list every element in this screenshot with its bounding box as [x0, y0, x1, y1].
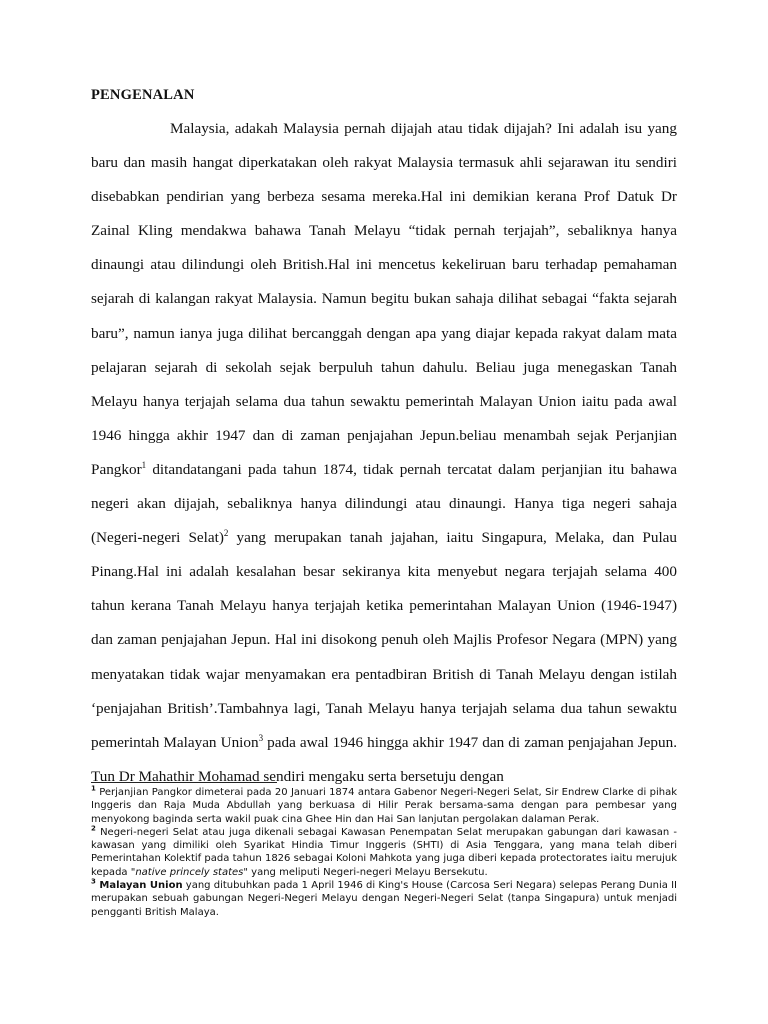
- footnote-ref-1[interactable]: 1: [141, 459, 147, 470]
- footnote-bold-term: Malayan Union: [95, 880, 183, 892]
- footnote-2: [91, 826, 677, 879]
- body-text: [91, 112, 677, 794]
- footnote-number: 2: [91, 824, 96, 833]
- footnote-separator: [91, 782, 277, 783]
- footnote-text: yang ditubuhkan pada 1 April 1946 di King's House (Carcosa Seri Negara) selepas Perang Dunia II merupakan sebuah gabungan Negeri-Negeri Melayu dengan Negeri-Negeri Selat (tanpa Singapura) untuk menjadi pengganti British Malaya.: [91, 880, 677, 918]
- footnotes: [91, 786, 677, 919]
- footnote-ref-3[interactable]: 3: [258, 732, 264, 743]
- paragraph-text: ditandatangani pada tahun 1874, tidak pernah tercatat dalam perjanjian itu bahawa negeri akan dijajah, sebaliknya hanya dilindungi atau dinaungi. Hanya tiga negeri sahaja (Negeri-negeri Selat): [91, 460, 677, 547]
- footnote-text: Negeri-negeri Selat atau juga dikenali sebagai Kawasan Penempatan Selat merupakan gabungan dari kawasan - kawasan yang dimiliki oleh Syarikat Hindia Timur Inggeris (SHTI) di Asia Tenggara, yang mana telah diberi Pemerintahan Kolektif pada tahun 1826 sebagai Koloni Mahkota yang juga diberi kepada protectorates iaitu merujuk kepada ": [91, 826, 677, 878]
- paragraph-text: yang merupakan tanah jajahan, iaitu Singapura, Melaka, dan Pulau Pinang.Hal ini adalah kesalahan besar sekiranya kita menyebut negara terjajah selama 400 tahun kerana Tanah Melayu hanya terjajah ketika pemerintahan Malayan Union (1946-1947) dan zaman penjajahan Jepun. Hal ini disokong penuh oleh Majlis Profesor Negara (MPN) yang menyatakan tidak wajar menyamakan era pentadbiran British di Tanah Melayu dengan istilah ‘penjajahan British’.Tambahnya lagi, Tanah Melayu hanya terjajah selama dua tahun sewaktu pemerintah Malayan Union: [91, 529, 677, 751]
- section-heading: PENGENALAN: [91, 87, 195, 103]
- footnote-number: 3: [91, 877, 96, 886]
- footnote-3: [91, 879, 677, 919]
- footnote-ref-2[interactable]: 2: [223, 528, 229, 539]
- footnote-number: 1: [91, 784, 96, 793]
- footnote-text: " yang meliputi Negeri-negeri Melayu Bersekutu.: [243, 866, 488, 878]
- paragraph-text: Malaysia, adakah Malaysia pernah dijajah atau tidak dijajah? Ini adalah isu yang baru dan masih hangat diperkatakan oleh rakyat Malaysia termasuk ahli sejarawan itu sendiri disebabkan pendirian yang berbeza sesama mereka.Hal ini demikian kerana Prof Datuk Dr Zainal Kling mendakwa bahawa Tanah Melayu “tidak pernah terjajah”, sebaliknya hanya dinaungi atau dilindungi oleh British.Hal ini mencetus kekeliruan baru terhadap pemahaman sejarah di kalangan rakyat Malaysia. Namun begitu bukan sahaja dilihat sebagai “fakta sejarah baru”, namun ianya juga dilihat bercanggah dengan apa yang diajar kepada rakyat dalam mata pelajaran sejarah di sekolah sejak berpuluh tahun dahulu. Beliau juga menegaskan Tanah Melayu hanya terjajah selama dua tahun sewaktu pemerintah Malayan Union iaitu pada awal 1946 hingga akhir 1947 dan di zaman penjajahan Jepun.beliau menambah sejak Perjanjian Pangkor: [91, 120, 677, 478]
- footnote-text: Perjanjian Pangkor dimeterai pada 20 Januari 1874 antara Gabenor Negeri-Negeri Selat, Sir Endrew Clarke di pihak Inggeris dan Raja Muda Abdullah yang berkuasa di Hilir Perak bersama-sama dengan para pembesar yang menyokong baginda serta wakil puak cina Ghee Hin dan Hai San lanjutan pergolakan dalaman Perak.: [91, 787, 677, 825]
- paragraph-text: pada awal 1946 hingga akhir 1947 dan di zaman penjajahan Jepun. Tun Dr Mahathir Mohamad sendiri mengaku serta bersetuju dengan: [91, 733, 678, 785]
- footnote-1: [91, 786, 677, 826]
- intro-paragraph: [91, 112, 677, 794]
- footnote-italic-text: native princely states: [135, 866, 244, 878]
